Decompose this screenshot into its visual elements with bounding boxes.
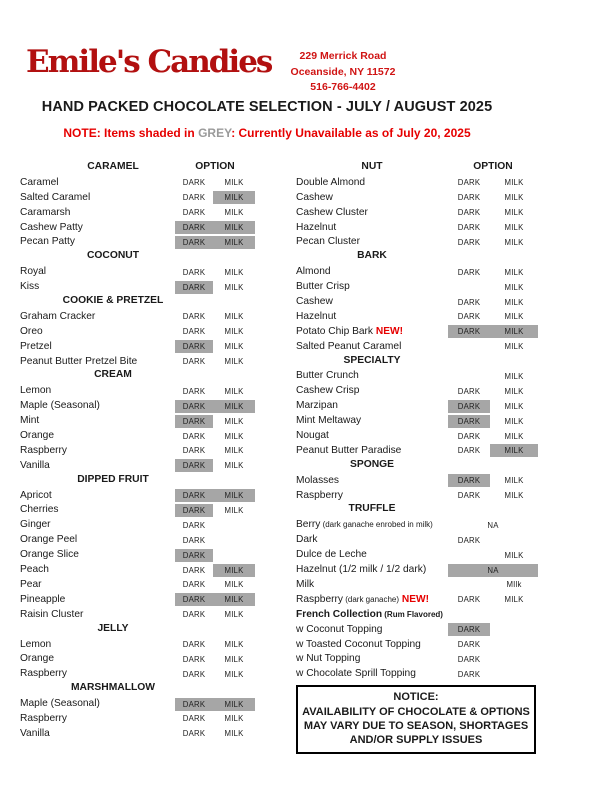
option-cell-dark: DARK: [457, 431, 481, 441]
menu-item-row: [20, 399, 282, 414]
menu-item-row: [20, 280, 282, 295]
menu-item-row: [296, 489, 546, 504]
option-cell-milk: MILK: [504, 312, 524, 322]
item-name: Molasses: [296, 474, 340, 486]
menu-item-row: [296, 623, 546, 638]
option-cell-milk: MILK: [224, 729, 244, 739]
option-cell-dark: DARK: [457, 446, 481, 456]
option-cell-dark: DARK: [457, 312, 481, 322]
option-cell-dark: DARK: [182, 178, 206, 188]
menu-column-left: [20, 161, 282, 742]
item-name: Cherries: [20, 504, 59, 516]
new-flag: NEW!: [399, 593, 430, 605]
item-name: Cashew Patty: [20, 221, 83, 233]
item-name: Pretzel: [20, 340, 52, 352]
option-cell-dark: DARK: [457, 491, 481, 501]
note-prefix: NOTE: Items shaded in: [63, 126, 199, 140]
item-name: Lemon: [20, 638, 52, 650]
item-note: (dark ganache enrobed in milk): [320, 520, 433, 530]
section-header-row: [296, 250, 546, 265]
option-cell-milk: MIlk: [506, 580, 522, 590]
menu-item-row: [296, 563, 546, 578]
option-cell-milk: MILK: [504, 416, 524, 426]
menu-item-row: [296, 369, 546, 384]
section-title: SPECIALTY: [343, 354, 401, 366]
option-cell-milk: MILK: [504, 476, 524, 486]
option-cell-milk: MILK: [224, 178, 244, 188]
menu-item-row: [296, 310, 546, 325]
section-header-row: [296, 161, 546, 176]
item-name: Maple (Seasonal): [20, 698, 100, 710]
item-name: Raspberry: [20, 712, 67, 724]
option-cell-dark: DARK: [448, 474, 490, 487]
item-name: Raspberry: [296, 489, 343, 501]
menu-item-row: [296, 533, 546, 548]
item-name: Orange Slice: [20, 549, 79, 561]
menu-item-row: [296, 340, 546, 355]
option-cell-dark: DARK: [175, 221, 213, 234]
section-title: CARAMEL: [87, 161, 139, 172]
section-header-row: [20, 161, 282, 176]
item-name: Ginger: [20, 519, 51, 531]
menu-item-row: [296, 325, 546, 340]
option-cell-dark: DARK: [457, 267, 481, 277]
section-title: BARK: [357, 250, 387, 262]
item-name: Vanilla: [20, 727, 50, 739]
option-cell-dark: DARK: [448, 400, 490, 413]
option-column-header: OPTION: [473, 161, 513, 172]
option-cell-dark: DARK: [457, 208, 481, 218]
option-cell-dark: DARK: [182, 312, 206, 322]
menu-item-row: [296, 235, 546, 250]
option-cell-milk: MILK: [504, 208, 524, 218]
option-cell-span: NA: [448, 564, 538, 577]
section-header-row: [20, 682, 282, 697]
option-cell-dark: DARK: [457, 193, 481, 203]
option-cell-milk: MILK: [504, 297, 524, 307]
option-cell-milk: MILK: [213, 698, 255, 711]
menu-item-row: [296, 176, 546, 191]
option-cell-milk: MILK: [504, 431, 524, 441]
section-header-row: [296, 459, 546, 474]
notice-box: [296, 685, 536, 754]
store-logo: Emile's Candies: [26, 44, 272, 80]
option-cell-milk: MILK: [224, 640, 244, 649]
option-cell-milk: MILK: [504, 401, 524, 411]
option-cell-milk: MILK: [490, 325, 538, 338]
section-title: COCONUT: [86, 250, 140, 262]
option-cell-milk: MILK: [213, 221, 255, 234]
menu-item-row: [20, 429, 282, 444]
menu-item-row: [296, 474, 546, 489]
notice-line: AND/OR SUPPLY ISSUES: [349, 734, 483, 747]
item-name: Apricot: [20, 489, 52, 501]
item-name: Mint Meltaway: [296, 415, 362, 427]
note-grey-word: GREY: [198, 126, 232, 140]
menu-item-row: [296, 384, 546, 399]
option-cell-dark: DARK: [448, 623, 490, 636]
menu-item-row: [296, 652, 546, 667]
menu-item-row: [20, 652, 282, 667]
menu-item-row: [20, 563, 282, 578]
menu-item-row: [20, 176, 282, 191]
menu-item-row: [20, 310, 282, 325]
option-cell-dark: DARK: [457, 640, 481, 649]
item-name: Caramel: [20, 176, 59, 188]
option-cell-dark: DARK: [182, 431, 206, 441]
item-name: Milk: [296, 578, 315, 590]
option-cell-milk: MILK: [224, 416, 244, 426]
menu-item-row: [20, 727, 282, 742]
option-cell-span: NA: [487, 520, 499, 530]
menu-item-row: [20, 503, 282, 518]
menu-item-row: [20, 235, 282, 250]
option-cell-dark: DARK: [457, 535, 481, 545]
option-cell-milk: MILK: [224, 505, 244, 515]
option-cell-dark: DARK: [182, 327, 206, 337]
item-name: Pineapple: [20, 593, 66, 605]
section-title: SPONGE: [349, 458, 395, 470]
option-cell-dark: DARK: [175, 504, 213, 517]
menu-item-row: [296, 444, 546, 459]
item-name: Kiss: [20, 281, 40, 293]
item-name: Cashew Cluster: [296, 206, 368, 218]
option-cell-dark: DARK: [182, 565, 206, 575]
option-cell-milk: MILK: [504, 267, 524, 277]
item-name: Pear: [20, 578, 42, 590]
option-cell-dark: DARK: [182, 446, 206, 456]
menu-item-row: [20, 340, 282, 355]
item-name: Raspberry: [20, 444, 67, 456]
option-cell-milk: MILK: [504, 223, 524, 233]
option-cell-dark: DARK: [182, 267, 206, 277]
option-cell-dark: DARK: [457, 654, 481, 664]
item-name: Salted Caramel: [20, 191, 91, 203]
option-cell-milk: MILK: [224, 208, 244, 218]
option-cell-milk: MILK: [504, 550, 524, 560]
option-cell-milk: MILK: [224, 312, 244, 322]
menu-item-row: [20, 548, 282, 563]
menu-item-row: [296, 399, 546, 414]
item-name: Butter Crisp: [296, 281, 350, 293]
section-header-row: [20, 474, 282, 489]
option-cell-dark: DARK: [448, 415, 490, 428]
item-name: Orange Peel: [20, 534, 78, 546]
option-cell-milk: MILK: [224, 327, 244, 337]
option-cell-milk: MILK: [224, 669, 244, 679]
option-cell-milk: MILK: [224, 461, 244, 471]
item-name: Hazelnut (1/2 milk / 1/2 dark): [296, 564, 427, 576]
option-cell-dark: DARK: [457, 178, 481, 188]
item-name: w Chocolate Sprill Topping: [296, 668, 416, 680]
option-cell-milk: MILK: [224, 267, 244, 277]
option-cell-milk: MILK: [504, 178, 524, 188]
option-cell-dark: DARK: [457, 386, 481, 396]
menu-item-row: [296, 429, 546, 444]
menu-item-row: [296, 518, 546, 533]
item-name: Cashew: [296, 191, 333, 203]
option-cell-dark: DARK: [175, 489, 213, 502]
notice-line: MAY VARY DUE TO SEASON, SHORTAGES: [303, 719, 529, 732]
menu-item-row: [296, 280, 546, 295]
menu-item-row: [20, 265, 282, 280]
option-cell-dark: DARK: [182, 654, 206, 664]
option-cell-milk: MILK: [224, 654, 244, 664]
menu-item-row: [296, 265, 546, 280]
option-cell-milk: MILK: [224, 610, 244, 620]
item-name: Dark: [296, 534, 318, 546]
section-title: MARSHMALLOW: [70, 682, 156, 694]
section-title: NUT: [361, 161, 383, 172]
item-name: Graham Cracker: [20, 310, 96, 322]
menu-item-row: [20, 518, 282, 533]
option-cell-dark: DARK: [182, 610, 206, 620]
item-name: Oreo: [20, 325, 43, 337]
section-header-row: [296, 503, 546, 518]
option-cell-dark: DARK: [182, 208, 206, 218]
section-title: JELLY: [97, 622, 129, 634]
section-title: COOKIE & PRETZEL: [62, 295, 164, 307]
option-cell-milk: MILK: [504, 193, 524, 203]
option-cell-milk: MILK: [224, 431, 244, 441]
item-name: Peanut Butter Paradise: [296, 444, 402, 456]
option-cell-dark: DARK: [175, 281, 213, 294]
address-line-2: Oceanside, NY 11572: [290, 65, 396, 78]
menu-item-row: [20, 206, 282, 221]
menu-item-row: [296, 548, 546, 563]
option-cell-dark: DARK: [175, 593, 213, 606]
menu-item-row: [20, 697, 282, 712]
option-cell-dark: DARK: [457, 669, 481, 679]
item-name: w Coconut Topping: [296, 623, 383, 635]
item-name: Berry (dark ganache enrobed in milk): [296, 519, 433, 531]
menu-item-row: [296, 608, 546, 623]
note-suffix: : Currently Unavailable as of July 20, 2025: [231, 126, 471, 140]
section-title: DIPPED FRUIT: [77, 473, 149, 485]
option-cell-dark: DARK: [182, 357, 206, 367]
menu-item-row: [20, 578, 282, 593]
menu-item-row: [296, 191, 546, 206]
menu-item-row: [296, 578, 546, 593]
item-name: w Nut Topping: [296, 653, 361, 665]
item-name: Peanut Butter Pretzel Bite: [20, 355, 138, 367]
option-cell-dark: DARK: [175, 236, 213, 249]
item-name: Salted Peanut Caramel: [296, 340, 402, 352]
option-cell-milk: MILK: [213, 564, 255, 577]
option-cell-dark: DARK: [182, 535, 206, 545]
item-name: Potato Chip Bark NEW!: [296, 325, 404, 337]
menu-item-row: [296, 295, 546, 310]
option-cell-milk: MILK: [224, 357, 244, 367]
notice-line: AVAILABILITY OF CHOCOLATE & OPTIONS: [302, 705, 530, 718]
item-name: Orange: [20, 430, 54, 442]
item-name: Dulce de Leche: [296, 549, 367, 561]
option-cell-dark: DARK: [175, 549, 213, 562]
option-cell-milk: MILK: [213, 191, 255, 204]
option-cell-dark: DARK: [457, 595, 481, 605]
option-cell-dark: DARK: [457, 237, 481, 247]
option-cell-milk: MILK: [504, 371, 524, 381]
option-cell-dark: DARK: [175, 459, 213, 472]
availability-note: [20, 126, 514, 140]
menu-item-row: [296, 593, 546, 608]
item-name: Raspberry: [20, 668, 67, 680]
option-cell-milk: MILK: [224, 342, 244, 352]
menu-item-row: [20, 414, 282, 429]
section-title: CREAM: [94, 369, 132, 381]
page-title: HAND PACKED CHOCOLATE SELECTION - JULY / AUGUST 2025: [41, 99, 493, 115]
menu-item-row: [20, 667, 282, 682]
option-cell-milk: MILK: [224, 714, 244, 724]
option-cell-dark: DARK: [182, 386, 206, 396]
item-note: (dark ganache): [343, 594, 400, 604]
option-cell-milk: MILK: [504, 282, 524, 292]
address-line-1: 229 Merrick Road: [299, 50, 387, 62]
option-cell-dark: DARK: [175, 340, 213, 353]
menu-item-row: [20, 608, 282, 623]
menu-item-row: [20, 444, 282, 459]
section-header-row: [296, 355, 546, 370]
store-address: [268, 49, 418, 96]
menu-column-right: [296, 161, 546, 754]
menu-item-row: [20, 384, 282, 399]
option-cell-milk: MILK: [504, 491, 524, 501]
option-cell-dark: DARK: [182, 669, 206, 679]
item-name: Almond: [296, 266, 331, 278]
item-name: Mint: [20, 415, 40, 427]
menu-item-row: [20, 355, 282, 370]
item-name: Butter Crunch: [296, 370, 359, 382]
new-flag: NEW!: [373, 325, 404, 337]
option-cell-milk: MILK: [504, 386, 524, 396]
item-name: w Toasted Coconut Topping: [296, 638, 421, 650]
option-cell-milk: MILK: [213, 236, 255, 249]
option-cell-dark: DARK: [182, 714, 206, 724]
menu-item-row: [20, 638, 282, 653]
item-name: Marzipan: [296, 400, 338, 412]
section-title: TRUFFLE: [348, 503, 396, 515]
menu-item-row: [296, 638, 546, 653]
item-name: Double Almond: [296, 176, 366, 188]
menu-item-row: [296, 667, 546, 682]
section-header-row: [20, 295, 282, 310]
item-name: Orange: [20, 653, 54, 665]
menu-item-row: [20, 489, 282, 504]
option-cell-dark: DARK: [448, 325, 490, 338]
option-cell-milk: MILK: [224, 580, 244, 590]
option-cell-milk: MILK: [224, 386, 244, 396]
option-cell-milk: MILK: [213, 400, 255, 413]
option-cell-dark: DARK: [182, 640, 206, 649]
menu-item-row: [20, 712, 282, 727]
menu-item-row: [20, 593, 282, 608]
item-name: Pecan Patty: [20, 236, 75, 248]
item-name: Vanilla: [20, 459, 50, 471]
item-name: Maple (Seasonal): [20, 400, 100, 412]
option-cell-milk: MILK: [504, 595, 524, 605]
notice-line: NOTICE:: [393, 691, 439, 704]
option-cell-milk: MILK: [213, 593, 255, 606]
phone-number: 516-766-4402: [310, 81, 376, 93]
item-name: Royal: [20, 266, 47, 278]
option-cell-milk: MILK: [224, 282, 244, 292]
option-cell-dark: DARK: [182, 520, 206, 530]
menu-item-row: [296, 221, 546, 236]
option-cell-dark: DARK: [457, 223, 481, 233]
section-header-row: [20, 369, 282, 384]
menu-item-row: [20, 191, 282, 206]
option-cell-milk: MILK: [504, 237, 524, 247]
item-note: (Rum Flavored): [382, 609, 443, 619]
option-cell-milk: MILK: [490, 444, 538, 457]
menu-item-row: [20, 533, 282, 548]
option-cell-dark: DARK: [182, 193, 206, 203]
section-header-row: [20, 623, 282, 638]
item-name: Caramarsh: [20, 206, 71, 218]
option-cell-dark: DARK: [175, 400, 213, 413]
item-name: Cashew Crisp: [296, 385, 360, 397]
option-cell-dark: DARK: [457, 297, 481, 307]
option-cell-milk: MILK: [224, 446, 244, 456]
item-name: Raspberry (dark ganache) NEW!: [296, 593, 430, 605]
item-name: Pecan Cluster: [296, 236, 360, 248]
option-cell-milk: MILK: [504, 342, 524, 352]
item-name: Nougat: [296, 430, 329, 442]
option-cell-dark: DARK: [175, 698, 213, 711]
menu-item-row: [296, 414, 546, 429]
section-header-row: [20, 250, 282, 265]
item-name: Raisin Cluster: [20, 608, 84, 620]
option-cell-dark: DARK: [182, 580, 206, 590]
menu-item-row: [20, 325, 282, 340]
item-name: Peach: [20, 564, 49, 576]
menu-item-row: [20, 459, 282, 474]
option-cell-dark: DARK: [182, 729, 206, 739]
option-column-header: OPTION: [195, 161, 235, 172]
menu-item-row: [296, 206, 546, 221]
menu-item-row: [20, 221, 282, 236]
option-cell-dark: DARK: [175, 415, 213, 428]
option-cell-milk: MILK: [213, 489, 255, 502]
item-name: Cashew: [296, 296, 333, 308]
item-name: Hazelnut: [296, 310, 337, 322]
item-name: Hazelnut: [296, 221, 337, 233]
item-name: Lemon: [20, 385, 52, 397]
item-name: French Collection (Rum Flavored): [296, 608, 443, 620]
